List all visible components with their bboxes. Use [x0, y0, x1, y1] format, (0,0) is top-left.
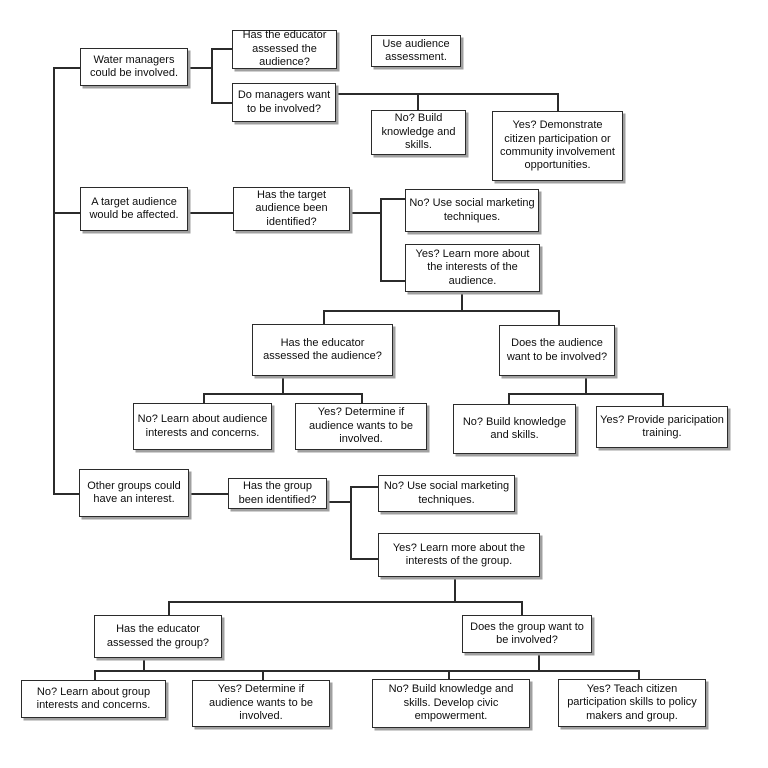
- flow-node-label: Yes? Learn more about the interests of the group.: [392, 541, 526, 567]
- connector-segment-35: [168, 601, 170, 615]
- flow-node-no-build-knowledge-and-skills-2: [453, 404, 576, 454]
- connector-segment-43: [638, 670, 640, 679]
- flow-node-no-learn-audience-interests-concerns: [133, 403, 272, 450]
- flow-node-label: Has the educator assessed the group?: [106, 623, 210, 649]
- flow-node-label: Yes? Demonstrate citizen participation or community involvement opportunities.: [500, 119, 615, 172]
- connector-segment-38: [538, 653, 540, 670]
- flow-node-label: Has the target audience been identified?: [255, 188, 328, 228]
- flow-node-yes-teach-citizen-participation-skills: [558, 679, 706, 727]
- connector-segment-13: [380, 198, 382, 280]
- flow-node-yes-learn-interests-of-audience: [405, 244, 540, 292]
- connector-segment-28: [189, 493, 228, 495]
- flow-node-label: Yes? Determine if audience wants to be involved.: [309, 406, 413, 446]
- flow-node-label: Water managers could be involved.: [89, 53, 179, 79]
- connector-segment-41: [262, 670, 264, 680]
- flow-node-target-audience-would-be-affected: [80, 187, 188, 231]
- connector-segment-39: [94, 670, 638, 672]
- connector-segment-18: [323, 310, 325, 324]
- connector-segment-12: [350, 212, 380, 214]
- connector-segment-1: [53, 67, 55, 494]
- flow-node-label: No? Learn about audience interests and concerns.: [137, 413, 268, 439]
- connector-segment-5: [211, 48, 213, 102]
- connector-segment-17: [323, 310, 559, 312]
- flow-node-yes-demonstrate-citizen-participation: [492, 111, 623, 181]
- flow-node-label: Other groups could have an interest.: [87, 479, 181, 505]
- connector-segment-16: [461, 292, 463, 310]
- flow-node-has-educator-assessed-audience-1: [232, 30, 337, 69]
- flow-node-label: No? Build knowledge and skills.: [381, 112, 456, 152]
- connector-segment-22: [203, 393, 205, 403]
- flow-node-label: A target audience would be affected.: [89, 195, 179, 221]
- connector-segment-23: [361, 393, 363, 403]
- connector-segment-9: [417, 93, 419, 110]
- flow-node-label: Use audience assessment.: [382, 37, 450, 63]
- flow-node-label: Does the audience want to be involved?: [506, 337, 608, 363]
- flow-node-label: No? Use social marketing techniques.: [409, 197, 535, 223]
- flow-node-label: Does the group want to be involved?: [470, 620, 584, 646]
- connector-segment-42: [448, 670, 450, 679]
- flow-node-do-managers-want-to-be-involved: [232, 83, 336, 122]
- flow-node-does-audience-want-to-be-involved: [499, 325, 615, 376]
- flow-node-yes-learn-interests-of-group: [378, 533, 540, 577]
- connector-segment-2: [53, 212, 80, 214]
- connector-segment-32: [350, 558, 378, 560]
- flow-node-label: Has the group been identified?: [238, 480, 317, 506]
- flow-node-has-educator-assessed-audience-2: [252, 324, 393, 376]
- flow-node-no-learn-group-interests-concerns: [21, 680, 166, 718]
- flow-node-label: Yes? Learn more about the interests of the audience.: [415, 247, 530, 287]
- connector-segment-40: [94, 670, 96, 680]
- flow-node-other-groups-could-have-interest: [79, 469, 189, 517]
- connector-segment-21: [203, 393, 362, 395]
- flow-node-no-build-skills-develop-civic-empowerment: [372, 679, 530, 728]
- connector-segment-3: [53, 493, 79, 495]
- flow-node-label: No? Build knowledge and skills. Develop civic empowerment.: [388, 683, 514, 723]
- connector-segment-20: [282, 376, 284, 393]
- flow-node-label: Has the educator assessed the audience?: [242, 29, 327, 69]
- connector-segment-25: [508, 393, 663, 395]
- connector-segment-31: [350, 486, 378, 488]
- connector-segment-15: [380, 280, 405, 282]
- connector-segment-30: [350, 486, 352, 559]
- connector-segment-34: [168, 601, 521, 603]
- flow-node-water-managers-could-be-involved: [80, 48, 188, 86]
- connector-segment-11: [188, 212, 233, 214]
- connector-segment-24: [585, 376, 587, 393]
- flow-node-label: Yes? Determine if audience wants to be involved.: [209, 683, 313, 723]
- flow-node-no-use-social-marketing-1: [405, 189, 539, 232]
- flow-node-yes-determine-if-audience-wants-2: [192, 680, 330, 727]
- flow-node-label: Has the educator assessed the audience?: [263, 336, 382, 362]
- flow-node-no-use-social-marketing-2: [378, 475, 515, 512]
- flow-node-does-group-want-to-be-involved: [462, 615, 592, 653]
- connector-segment-27: [662, 393, 664, 406]
- flow-node-use-audience-assessment: [371, 35, 461, 67]
- flow-node-has-target-audience-been-identified: [233, 187, 350, 231]
- flow-node-label: No? Use social marketing techniques.: [383, 480, 510, 506]
- connector-segment-10: [557, 93, 559, 111]
- connector-segment-29: [327, 501, 350, 503]
- flow-node-has-educator-assessed-group: [94, 615, 222, 658]
- flow-node-has-the-group-been-identified: [228, 478, 327, 509]
- flow-node-label: Do managers want to be involved?: [237, 89, 331, 115]
- connector-segment-19: [558, 310, 560, 325]
- flow-node-label: Yes? Teach citizen participation skills to policy makers and group.: [567, 682, 697, 722]
- flow-node-label: No? Build knowledge and skills.: [462, 415, 567, 441]
- flow-node-label: No? Learn about group interests and concerns.: [36, 685, 151, 711]
- flow-node-yes-provide-paricipation-training: [596, 406, 728, 448]
- connector-segment-0: [53, 67, 80, 69]
- flow-node-yes-determine-if-audience-wants-1: [295, 403, 427, 450]
- flow-node-label: Yes? Provide paricipation training.: [600, 413, 724, 439]
- connector-segment-7: [211, 102, 232, 104]
- connector-segment-37: [143, 658, 145, 670]
- connector-segment-6: [211, 48, 232, 50]
- connector-segment-8: [336, 93, 558, 95]
- connector-segment-33: [454, 577, 456, 601]
- connector-segment-36: [521, 601, 523, 615]
- connector-segment-26: [508, 393, 510, 404]
- flow-node-no-build-knowledge-and-skills-1: [371, 110, 466, 155]
- connector-segment-4: [188, 67, 211, 69]
- connector-segment-14: [380, 198, 405, 200]
